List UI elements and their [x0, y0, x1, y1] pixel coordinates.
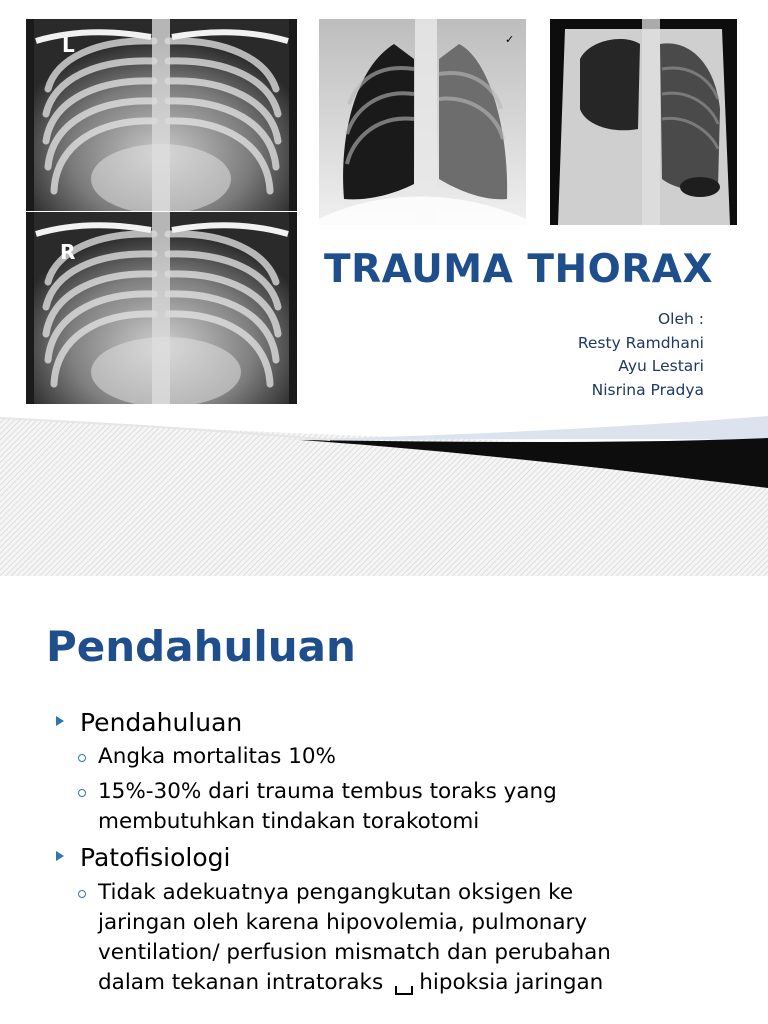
- circle-bullet-icon: [78, 890, 86, 898]
- triangle-bullet-icon: [56, 716, 64, 726]
- author-list: [578, 308, 704, 402]
- xray-marker-l: L: [62, 33, 75, 57]
- content-slide: [0, 592, 768, 1024]
- bullet-level2: [98, 742, 718, 772]
- bullet-text: Pendahuluan: [80, 708, 243, 737]
- author-name: Resty Ramdhani: [577, 333, 704, 352]
- slide-title: TRAUMA THORAX: [324, 247, 714, 292]
- bullet-text: Patofisiologi: [80, 843, 231, 872]
- chest-xray-image-r: [26, 212, 297, 404]
- author-name: Ayu Lestari: [618, 357, 704, 375]
- bullet-text-segment: dalam tekanan intratoraks: [98, 970, 384, 995]
- circle-bullet-icon: [78, 754, 86, 762]
- bullet-level2: [98, 878, 718, 998]
- circle-bullet-icon: [78, 789, 86, 797]
- bullet-text-line: ventilation/ perfusion mismatch dan perubahan: [98, 940, 611, 965]
- bullet-text-line: [98, 968, 718, 998]
- svg-text:✓: ✓: [505, 33, 515, 46]
- section-heading: Pendahuluan: [46, 622, 356, 671]
- chest-xray-image-right: [550, 19, 737, 225]
- bullet-level1: [80, 707, 242, 739]
- bullet-level2: [98, 777, 718, 837]
- chest-xray-image-l: [26, 19, 297, 211]
- xray-marker-r: R: [60, 240, 76, 264]
- triangle-bullet-icon: [56, 851, 64, 861]
- implies-arrow-icon: [395, 986, 413, 995]
- bullet-text: Angka mortalitas 10%: [98, 744, 336, 769]
- bullet-text-segment: hipoksia jaringan: [419, 970, 604, 995]
- bullet-level1: [80, 842, 230, 874]
- chest-xray-image-middle: [319, 19, 526, 225]
- author-name: Nisrina Pradya: [591, 380, 704, 399]
- bullet-text-line: Tidak adekuatnya pengangkutan oksigen ke: [98, 880, 574, 905]
- author-label: Oleh :: [657, 310, 704, 328]
- bullet-text-line: membutuhkan tindakan torakotomi: [98, 809, 480, 834]
- decorative-wave-band: [0, 400, 768, 576]
- bullet-text-line: jaringan oleh karena hipovolemia, pulmonary: [98, 910, 588, 935]
- bullet-text-line: 15%-30% dari trauma tembus toraks yang: [98, 779, 557, 804]
